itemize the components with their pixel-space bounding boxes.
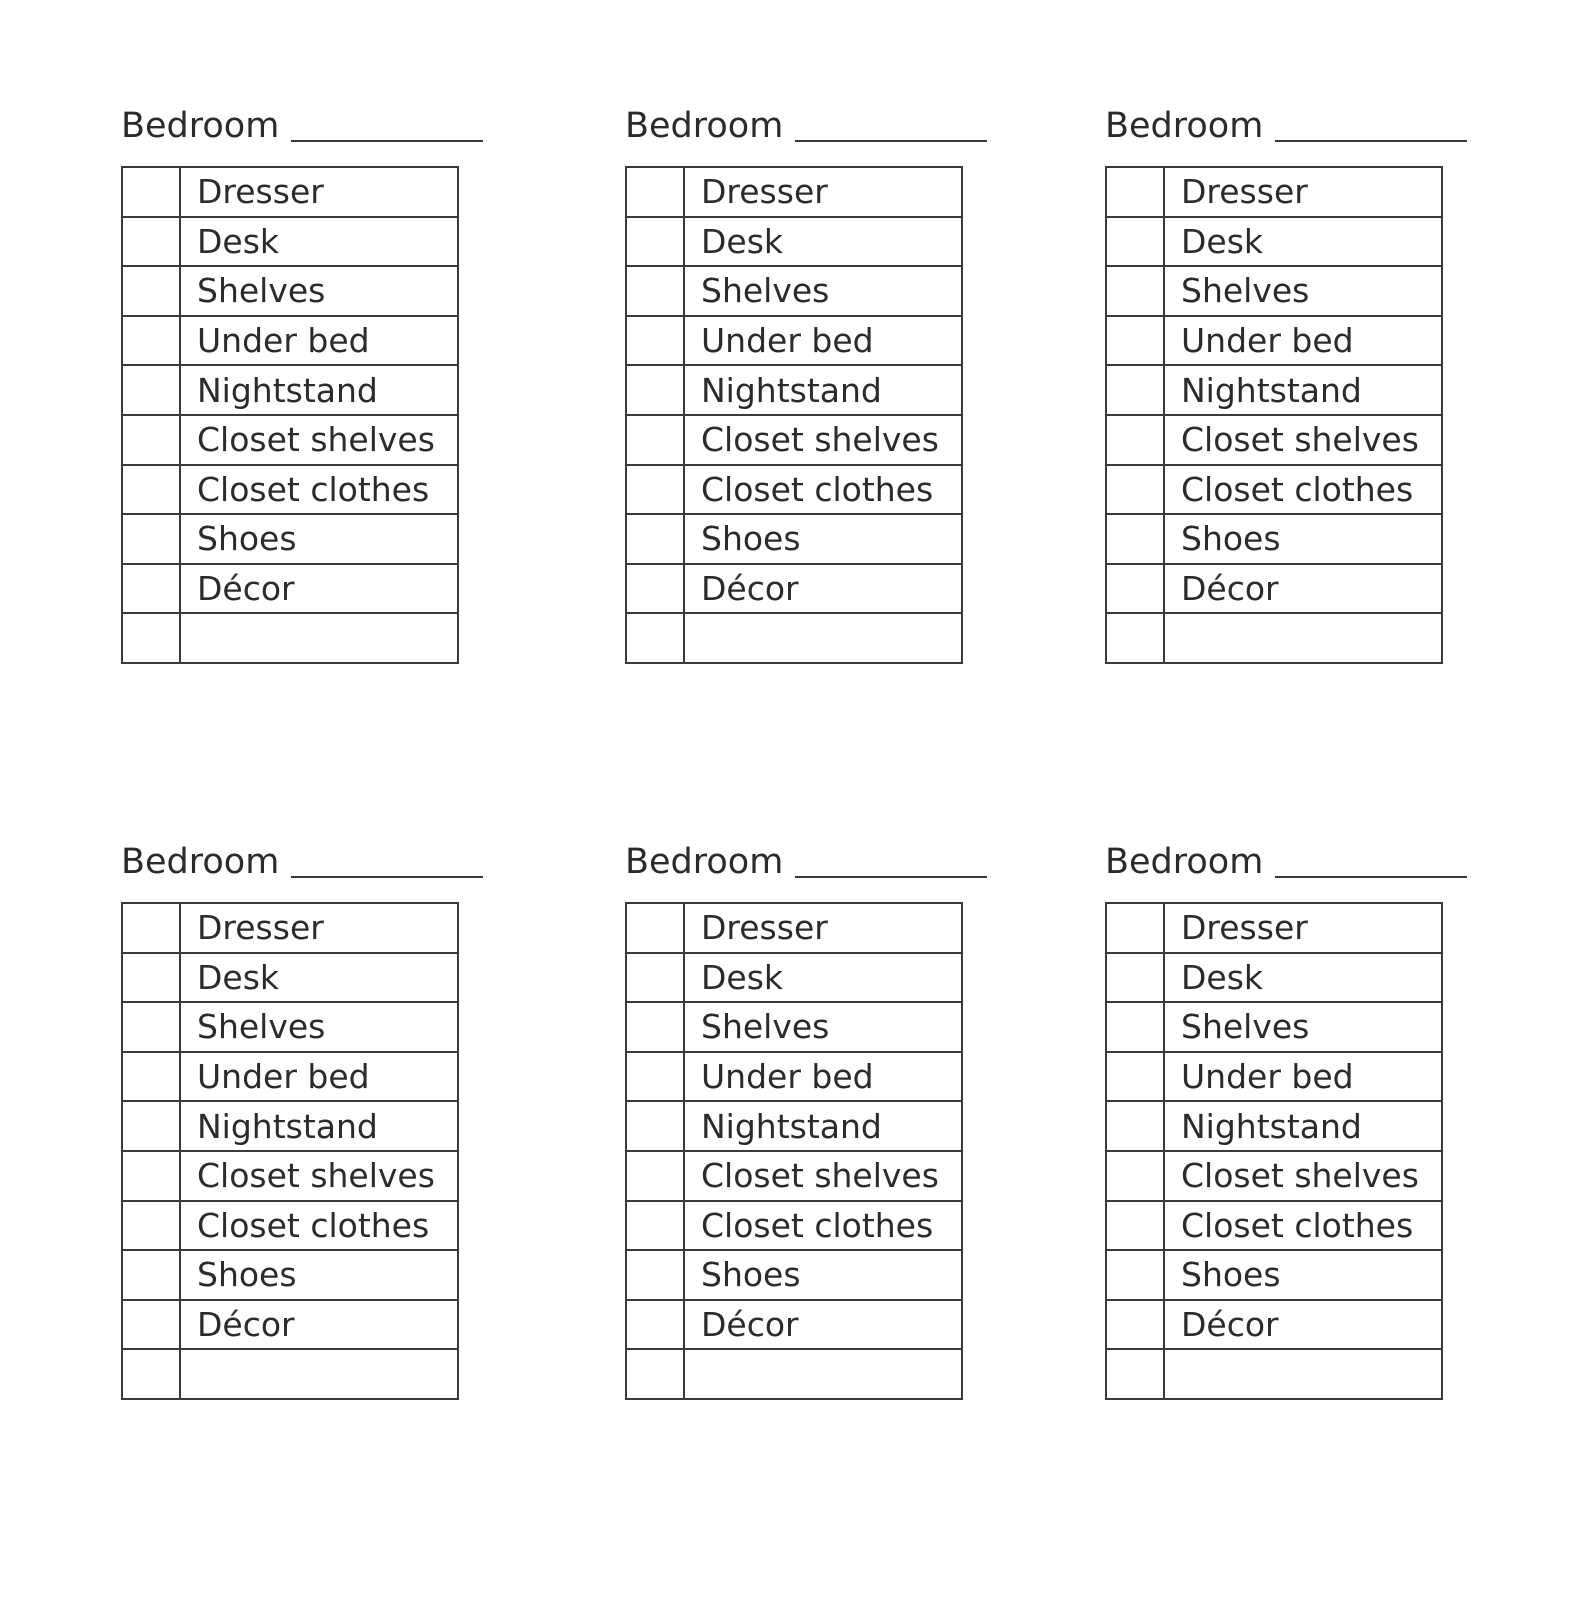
item-label: Dresser: [1164, 903, 1442, 953]
item-label: Shelves: [684, 1002, 962, 1052]
checkbox-cell[interactable]: [626, 167, 684, 217]
item-label: [684, 613, 962, 663]
checklist-row: [626, 316, 962, 366]
checklist-row: [122, 1201, 458, 1251]
checklist-table: [121, 166, 459, 664]
checklist-row: [626, 1151, 962, 1201]
checklist-row: [122, 365, 458, 415]
checkbox-cell[interactable]: [626, 903, 684, 953]
item-label: [684, 1349, 962, 1399]
checkbox-cell[interactable]: [1106, 316, 1164, 366]
item-label: Closet clothes: [1164, 1201, 1442, 1251]
checklist-table: [121, 902, 459, 1400]
checkbox-cell[interactable]: [1106, 953, 1164, 1003]
checklist-row: [122, 1002, 458, 1052]
room-name-blank-line: [1275, 139, 1467, 142]
checkbox-cell[interactable]: [122, 465, 180, 515]
checklist-row: [1106, 1300, 1442, 1350]
checklist-row: [626, 1349, 962, 1399]
checkbox-cell[interactable]: [1106, 1300, 1164, 1350]
checkbox-cell[interactable]: [1106, 613, 1164, 663]
checklist-row: [1106, 1349, 1442, 1399]
checklist-row: [1106, 167, 1442, 217]
item-label: Décor: [180, 1300, 458, 1350]
card-title-label: Bedroom: [625, 106, 784, 146]
checkbox-cell[interactable]: [122, 217, 180, 267]
checklist-row: [122, 316, 458, 366]
checklist-row: [1106, 1250, 1442, 1300]
checkbox-cell[interactable]: [626, 613, 684, 663]
item-label: Shelves: [180, 266, 458, 316]
checklist-row: [1106, 266, 1442, 316]
item-label: Nightstand: [1164, 365, 1442, 415]
bedroom-checklist-card: [1105, 98, 1485, 609]
checklist-row: [122, 217, 458, 267]
checklist-row: [626, 1101, 962, 1151]
checklist-row: [1106, 1201, 1442, 1251]
checkbox-cell[interactable]: [1106, 1151, 1164, 1201]
item-label: Closet shelves: [684, 415, 962, 465]
checkbox-cell[interactable]: [122, 613, 180, 663]
checklist-row: [122, 1300, 458, 1350]
checklist-row: [1106, 1052, 1442, 1102]
checklist-table: [625, 166, 963, 664]
item-label: Nightstand: [180, 1101, 458, 1151]
bedroom-checklist-card: [121, 834, 501, 1345]
checkbox-cell[interactable]: [626, 415, 684, 465]
card-title: [1105, 834, 1485, 880]
item-label: Décor: [684, 1300, 962, 1350]
item-label: Closet clothes: [180, 1201, 458, 1251]
checklist-table: [1105, 166, 1443, 664]
item-label: Nightstand: [684, 1101, 962, 1151]
checkbox-cell[interactable]: [122, 1151, 180, 1201]
item-label: Dresser: [180, 903, 458, 953]
checklist-row: [626, 613, 962, 663]
item-label: Closet shelves: [1164, 1151, 1442, 1201]
checkbox-cell[interactable]: [1106, 1052, 1164, 1102]
checkbox-cell[interactable]: [626, 316, 684, 366]
checkbox-cell[interactable]: [122, 514, 180, 564]
checklist-row: [122, 415, 458, 465]
item-label: Desk: [684, 217, 962, 267]
item-label: Shoes: [1164, 1250, 1442, 1300]
card-title-label: Bedroom: [1105, 842, 1264, 882]
checklist-row: [1106, 903, 1442, 953]
checklist-row: [122, 167, 458, 217]
checkbox-cell[interactable]: [122, 266, 180, 316]
item-label: Desk: [1164, 953, 1442, 1003]
checklist-row: [626, 1300, 962, 1350]
checklist-row: [122, 1349, 458, 1399]
item-label: Shoes: [180, 1250, 458, 1300]
item-label: Dresser: [684, 167, 962, 217]
checklist-row: [1106, 613, 1442, 663]
checkbox-cell[interactable]: [1106, 1101, 1164, 1151]
checklist-row: [122, 564, 458, 614]
item-label: Shelves: [180, 1002, 458, 1052]
bedroom-checklist-card: [625, 834, 1005, 1345]
checkbox-cell[interactable]: [122, 415, 180, 465]
item-label: Desk: [180, 953, 458, 1003]
checkbox-cell[interactable]: [626, 365, 684, 415]
item-label: Desk: [180, 217, 458, 267]
item-label: Dresser: [180, 167, 458, 217]
item-label: Décor: [1164, 564, 1442, 614]
room-name-blank-line: [795, 875, 987, 878]
checkbox-cell[interactable]: [626, 1002, 684, 1052]
checklist-row: [122, 613, 458, 663]
checklist-row: [1106, 217, 1442, 267]
item-label: Shoes: [684, 1250, 962, 1300]
item-label: Under bed: [1164, 316, 1442, 366]
checkbox-cell[interactable]: [122, 564, 180, 614]
card-title: [625, 834, 1005, 880]
checklist-row: [626, 1052, 962, 1102]
checkbox-cell[interactable]: [626, 564, 684, 614]
checkbox-cell[interactable]: [626, 1052, 684, 1102]
card-title: [625, 98, 1005, 144]
checkbox-cell[interactable]: [122, 903, 180, 953]
item-label: Nightstand: [1164, 1101, 1442, 1151]
item-label: Under bed: [1164, 1052, 1442, 1102]
item-label: Closet clothes: [684, 465, 962, 515]
checkbox-cell[interactable]: [626, 1151, 684, 1201]
checklist-row: [1106, 316, 1442, 366]
checklist-table: [1105, 902, 1443, 1400]
item-label: Closet clothes: [684, 1201, 962, 1251]
checklist-row: [122, 1052, 458, 1102]
checklist-row: [122, 514, 458, 564]
item-label: Closet shelves: [684, 1151, 962, 1201]
checkbox-cell[interactable]: [626, 953, 684, 1003]
checklist-row: [1106, 953, 1442, 1003]
item-label: Décor: [684, 564, 962, 614]
checkbox-cell[interactable]: [122, 167, 180, 217]
item-label: Dresser: [1164, 167, 1442, 217]
checklist-row: [122, 953, 458, 1003]
item-label: Closet clothes: [1164, 465, 1442, 515]
card-title-label: Bedroom: [121, 106, 280, 146]
checkbox-cell[interactable]: [1106, 465, 1164, 515]
checkbox-cell[interactable]: [1106, 1002, 1164, 1052]
checkbox-cell[interactable]: [626, 217, 684, 267]
item-label: Desk: [1164, 217, 1442, 267]
item-label: Nightstand: [180, 365, 458, 415]
item-label: Shoes: [1164, 514, 1442, 564]
card-title: [121, 98, 501, 144]
checklist-row: [122, 266, 458, 316]
checkbox-cell[interactable]: [122, 316, 180, 366]
checklist-row: [626, 564, 962, 614]
item-label: Closet shelves: [180, 415, 458, 465]
checklist-row: [626, 217, 962, 267]
checkbox-cell[interactable]: [122, 1002, 180, 1052]
card-title-label: Bedroom: [625, 842, 784, 882]
checkbox-cell[interactable]: [626, 1349, 684, 1399]
checklist-row: [122, 465, 458, 515]
checklist-row: [626, 1002, 962, 1052]
checkbox-cell[interactable]: [626, 1101, 684, 1151]
bedroom-checklist-card: [121, 98, 501, 609]
checklist-row: [122, 1250, 458, 1300]
checkbox-cell[interactable]: [1106, 217, 1164, 267]
checklist-row: [626, 167, 962, 217]
checklist-row: [626, 903, 962, 953]
checklist-row: [626, 266, 962, 316]
item-label: Décor: [180, 564, 458, 614]
checklist-row: [626, 1201, 962, 1251]
item-label: Under bed: [684, 1052, 962, 1102]
item-label: [180, 613, 458, 663]
item-label: Closet clothes: [180, 465, 458, 515]
item-label: Closet shelves: [180, 1151, 458, 1201]
item-label: Dresser: [684, 903, 962, 953]
checklist-table: [625, 902, 963, 1400]
checkbox-cell[interactable]: [1106, 903, 1164, 953]
room-name-blank-line: [291, 875, 483, 878]
bedroom-checklist-card: [625, 98, 1005, 609]
item-label: [1164, 1349, 1442, 1399]
checkbox-cell[interactable]: [1106, 514, 1164, 564]
checklist-row: [626, 953, 962, 1003]
item-label: Shelves: [684, 266, 962, 316]
item-label: [180, 1349, 458, 1399]
checkbox-cell[interactable]: [626, 514, 684, 564]
card-title: [121, 834, 501, 880]
checklist-row: [1106, 514, 1442, 564]
checkbox-cell[interactable]: [1106, 1201, 1164, 1251]
checkbox-cell[interactable]: [626, 266, 684, 316]
checklist-row: [626, 1250, 962, 1300]
checklist-row: [1106, 415, 1442, 465]
item-label: Closet shelves: [1164, 415, 1442, 465]
checkbox-cell[interactable]: [122, 1052, 180, 1102]
checklist-row: [626, 365, 962, 415]
checkbox-cell[interactable]: [1106, 365, 1164, 415]
item-label: Under bed: [180, 1052, 458, 1102]
checklist-row: [1106, 1101, 1442, 1151]
item-label: Under bed: [684, 316, 962, 366]
item-label: Shoes: [684, 514, 962, 564]
card-title: [1105, 98, 1485, 144]
checkbox-cell[interactable]: [122, 1250, 180, 1300]
card-title-label: Bedroom: [121, 842, 280, 882]
checklist-row: [626, 465, 962, 515]
checklist-row: [122, 903, 458, 953]
checkbox-cell[interactable]: [1106, 415, 1164, 465]
checkbox-cell[interactable]: [122, 1101, 180, 1151]
checklist-row: [1106, 465, 1442, 515]
checkbox-cell[interactable]: [122, 1349, 180, 1399]
checklist-row: [122, 1101, 458, 1151]
checklist-row: [626, 514, 962, 564]
item-label: Shelves: [1164, 1002, 1442, 1052]
checklist-row: [122, 1151, 458, 1201]
checklist-row: [1106, 1002, 1442, 1052]
checkbox-cell[interactable]: [1106, 167, 1164, 217]
item-label: Under bed: [180, 316, 458, 366]
checkbox-cell[interactable]: [626, 1300, 684, 1350]
room-name-blank-line: [1275, 875, 1467, 878]
checklist-row: [1106, 1151, 1442, 1201]
item-label: [1164, 613, 1442, 663]
checkbox-cell[interactable]: [122, 1201, 180, 1251]
item-label: Shoes: [180, 514, 458, 564]
checkbox-cell[interactable]: [626, 1250, 684, 1300]
checklist-row: [1106, 564, 1442, 614]
checkbox-cell[interactable]: [626, 1201, 684, 1251]
checkbox-cell[interactable]: [1106, 1250, 1164, 1300]
bedroom-checklist-card: [1105, 834, 1485, 1345]
checkbox-cell[interactable]: [122, 365, 180, 415]
card-title-label: Bedroom: [1105, 106, 1264, 146]
item-label: Desk: [684, 953, 962, 1003]
room-name-blank-line: [291, 139, 483, 142]
item-label: Shelves: [1164, 266, 1442, 316]
checkbox-cell[interactable]: [1106, 266, 1164, 316]
room-name-blank-line: [795, 139, 987, 142]
checkbox-cell[interactable]: [626, 465, 684, 515]
item-label: Décor: [1164, 1300, 1442, 1350]
checklist-row: [626, 415, 962, 465]
checkbox-cell[interactable]: [1106, 564, 1164, 614]
checkbox-cell[interactable]: [122, 1300, 180, 1350]
checklist-row: [1106, 365, 1442, 415]
checkbox-cell[interactable]: [122, 953, 180, 1003]
checkbox-cell[interactable]: [1106, 1349, 1164, 1399]
item-label: Nightstand: [684, 365, 962, 415]
